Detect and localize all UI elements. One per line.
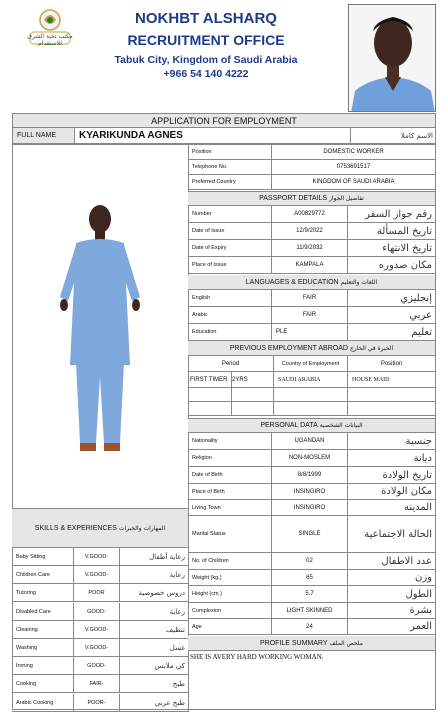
skill-label: Cleaning: [12, 621, 74, 639]
prev-empty-8: [348, 402, 436, 416]
passport-value: 12/9/2022: [272, 223, 348, 240]
skill-label-ar: رعاية: [120, 603, 189, 621]
passport-label-ar: تاريخ المسألة: [348, 223, 436, 240]
previous-employment-section-title: PREVIOUS EMPLOYMENT ABROAD الخبرة في الخارج: [188, 341, 436, 356]
personal-label: Age: [188, 619, 272, 635]
personal-title-ar: البيانات الشخصية: [319, 422, 363, 429]
personal-value: SINGLE: [272, 516, 348, 553]
skill-rating: POOR: [74, 584, 120, 602]
top-field-value: 0753691517: [272, 160, 436, 175]
prev-empty-2: [232, 388, 274, 402]
personal-value: INSINGIRO: [272, 484, 348, 500]
portrait-image: [349, 5, 436, 112]
languages-title-ar: اللغات والتعليم: [340, 278, 378, 286]
personal-label-ar: جنسية: [348, 433, 436, 450]
skill-label-ar: غسل: [120, 639, 189, 657]
passport-label: Place of Issue: [188, 257, 272, 274]
full-name-label-ar: الاسم كاملا: [351, 128, 436, 144]
letterhead: [12, 4, 348, 112]
passport-value: A00829772: [272, 206, 348, 223]
logo-arabic-text: مكتب نخبة الشرق للاستقدام: [27, 33, 73, 47]
skill-label: Washing: [12, 639, 74, 657]
full-name-row: [12, 128, 436, 145]
personal-label-ar: تاريخ الولادة: [348, 467, 436, 484]
skill-label-ar: طبخ عربي: [120, 694, 189, 712]
prev-empty-3: [274, 388, 348, 402]
personal-value: NON-MOSLEM: [272, 450, 348, 467]
top-field-label: Telephone No.: [188, 160, 272, 175]
language-label: Education: [188, 324, 272, 341]
form-title: APPLICATION FOR EMPLOYMENT: [12, 113, 436, 128]
passport-value: 11/9/2032: [272, 240, 348, 257]
language-label: Arabic: [188, 307, 272, 324]
top-field-value: KINGDOM OF SAUDI ARABIA: [272, 175, 436, 190]
personal-label: Height (cm.): [188, 586, 272, 603]
full-body-image: [14, 147, 186, 507]
passport-label: Date of Issue: [188, 223, 272, 240]
personal-label: Living Town: [188, 500, 272, 516]
skill-rating: POOR-: [74, 694, 120, 712]
personal-label: Marital Status: [188, 516, 272, 553]
personal-label-ar: بشرة: [348, 603, 436, 619]
skill-rating: V.GOOD-: [74, 621, 120, 639]
skill-label: Ironing: [12, 657, 74, 675]
passport-label-ar: تاريخ الانتهاء: [348, 240, 436, 257]
passport-section-title: PASSPORT DETAILS تفاصيل الجواز: [188, 191, 436, 206]
language-label-ar: تعليم: [348, 324, 436, 341]
languages-section-title: LANGUAGES & EDUCATION اللغات والتعليم: [188, 275, 436, 290]
language-value: PLE: [272, 324, 348, 341]
personal-value: LIGHT SKINNED: [272, 603, 348, 619]
skill-label-ar: رعاية: [120, 566, 189, 584]
personal-label: Complexion: [188, 603, 272, 619]
personal-value: 65: [272, 570, 348, 586]
col-position: Position: [348, 356, 436, 372]
personal-section-title: PERSONAL DATA البيانات الشخصية: [188, 418, 436, 433]
skill-rating: GOOD-: [74, 657, 120, 675]
passport-title-ar: تفاصيل الجواز: [328, 195, 364, 202]
skill-label: Baby Sitting: [12, 548, 74, 566]
language-label: English: [188, 290, 272, 307]
personal-value: 8/8/1999: [272, 467, 348, 484]
skill-rating: FAIR-: [74, 675, 120, 693]
language-value: FAIR: [272, 307, 348, 324]
company-name: NOKHBT ALSHARQ: [135, 10, 277, 27]
passport-label: Number: [188, 206, 272, 223]
skill-label: Cooking: [12, 675, 74, 693]
personal-label-ar: الحالة الاجتماعية: [348, 516, 436, 553]
col-country: Country of Employment: [274, 356, 348, 372]
skill-label: Disabled Care: [12, 603, 74, 621]
personal-label: Weight (kg.): [188, 570, 272, 586]
company-address: Tabuk City, Kingdom of Saudi Arabia: [114, 54, 298, 66]
skill-rating: V.GOOD-: [74, 566, 120, 584]
personal-value: 02: [272, 553, 348, 570]
prev-empty-7: [274, 402, 348, 416]
skill-label-ar: تنظيف: [120, 621, 189, 639]
passport-label-ar: رقم جواز السفر: [348, 206, 436, 223]
personal-label-ar: وزن: [348, 570, 436, 586]
company-logo: [16, 6, 84, 52]
personal-label-ar: عدد الاطفال: [348, 553, 436, 570]
personal-label: Place of Birth: [188, 484, 272, 500]
prev-empty-6: [232, 402, 274, 416]
personal-label: Religion: [188, 450, 272, 467]
prev-position: HOUSE MAID: [348, 372, 436, 388]
passport-label: Date of Expiry: [188, 240, 272, 257]
prev-years: 2YRS: [232, 372, 274, 388]
skill-label: Arabic Cooking: [12, 694, 74, 712]
personal-label-ar: العمر: [348, 619, 436, 635]
prev-emp-title-ar: الخبرة في الخارج: [349, 344, 394, 352]
personal-label-ar: ديانة: [348, 450, 436, 467]
full-name-value: KYARIKUNDA AGNES: [75, 128, 351, 144]
language-label-ar: عربي: [348, 307, 436, 324]
language-value: FAIR: [272, 290, 348, 307]
skill-label-ar: كي ملابس: [120, 657, 189, 675]
skill-label: Tutoring: [12, 584, 74, 602]
personal-label: Nationality: [188, 433, 272, 450]
language-label-ar: إنجليزي: [348, 290, 436, 307]
passport-value: KAMPALA: [272, 257, 348, 274]
skills-title-ar: المهارات والخبرات: [118, 524, 166, 532]
personal-label-ar: مكان الولادة: [348, 484, 436, 500]
col-period: Period: [188, 356, 274, 372]
prev-empty-5: [188, 402, 232, 416]
prev-period: FIRST TIMER: [188, 372, 232, 388]
prev-empty-4: [348, 388, 436, 402]
personal-value: INSINGIRO: [272, 500, 348, 516]
full-body-photo: [14, 147, 186, 507]
profile-summary-text: SHE IS AVERY HARD WORKING WOMAN.: [190, 653, 324, 661]
full-name-label: FULL NAME: [13, 128, 75, 144]
personal-label-ar: المدينه: [348, 500, 436, 516]
personal-label: Date of Birth: [188, 467, 272, 484]
personal-value: 5.7: [272, 586, 348, 603]
profile-title-ar: ملخص الملف: [329, 639, 363, 647]
top-field-value: DOMESTIC WORKER: [272, 145, 436, 160]
skill-label: Children Care: [12, 566, 74, 584]
skills-section-title: SKILLS & EXPERIENCES المهارات والخبرات: [12, 508, 189, 548]
personal-value: UGANDAN: [272, 433, 348, 450]
profile-section-title: PROFILE SUMMARY ملخص الملف: [188, 636, 436, 651]
personal-value: 24: [272, 619, 348, 635]
top-field-label: Position: [188, 145, 272, 160]
skill-label-ar: رعاية أطفال: [120, 548, 189, 566]
skill-rating: V.GOOD-: [74, 548, 120, 566]
prev-empty-1: [188, 388, 232, 402]
passport-label-ar: مكان صدوره: [348, 257, 436, 274]
company-subtitle: RECRUITMENT OFFICE: [127, 32, 285, 48]
skill-rating: GOOD-: [74, 603, 120, 621]
company-phone: +966 54 140 4222: [163, 68, 249, 80]
personal-label-ar: الطول: [348, 586, 436, 603]
skill-rating: V.GOOD-: [74, 639, 120, 657]
skill-label-ar: دروس خصوصية: [120, 584, 189, 602]
personal-label: No. of Children: [188, 553, 272, 570]
portrait-photo: [348, 4, 436, 112]
prev-country: SAUDI ARABIA: [274, 372, 348, 388]
top-field-label: Preferred Country: [188, 175, 272, 190]
skill-label-ar: طبخ: [120, 675, 189, 693]
